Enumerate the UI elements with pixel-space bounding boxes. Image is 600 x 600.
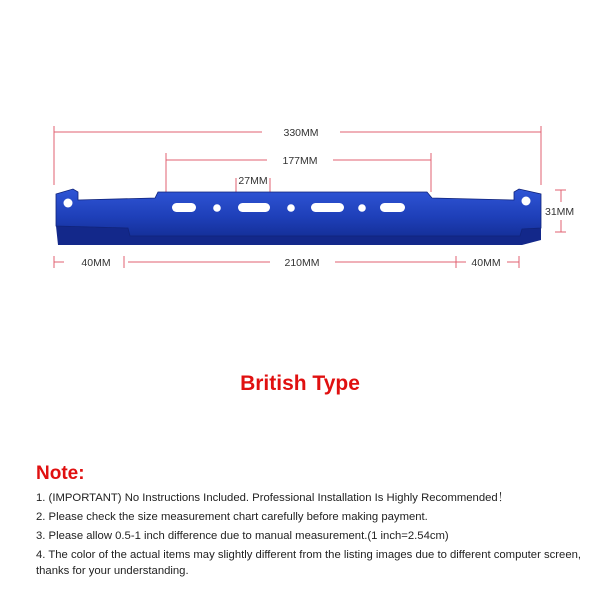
hole-2 xyxy=(287,204,295,212)
left-section-label: 40MM xyxy=(81,257,111,269)
slot-1 xyxy=(172,203,196,212)
slot-4 xyxy=(380,203,405,212)
slot-2 xyxy=(238,203,270,212)
notes-list xyxy=(36,490,586,582)
right-section-label: 40MM xyxy=(471,257,501,269)
product-type-heading: British Type xyxy=(240,372,360,395)
note-title: Note: xyxy=(36,463,85,484)
bracket-plate xyxy=(56,189,541,236)
slot-length-label: 27MM xyxy=(238,175,268,187)
hole-3 xyxy=(358,204,366,212)
note-item: 2. Please check the size measurement chart carefully before making payment. xyxy=(36,511,428,523)
hole-span-label: 177MM xyxy=(282,155,318,167)
slot-3 xyxy=(311,203,344,212)
height-label: 31MM xyxy=(545,206,575,218)
right-end-hole xyxy=(522,197,531,206)
middle-section-label: 210MM xyxy=(284,257,320,269)
note-item: 4. The color of the actual items may slightly different from the listing images due to different computer screen, thanks for your understanding. xyxy=(36,549,582,577)
note-item: 1. (IMPORTANT) No Instructions Included. Professional Installation Is Highly Recommended！ xyxy=(36,492,509,504)
hole-1 xyxy=(213,204,221,212)
left-end-hole xyxy=(64,199,73,208)
overall-length-label: 330MM xyxy=(283,127,319,139)
note-item: 3. Please allow 0.5-1 inch difference due to manual measurement.(1 inch=2.54cm) xyxy=(36,530,449,542)
bracket xyxy=(56,189,541,245)
